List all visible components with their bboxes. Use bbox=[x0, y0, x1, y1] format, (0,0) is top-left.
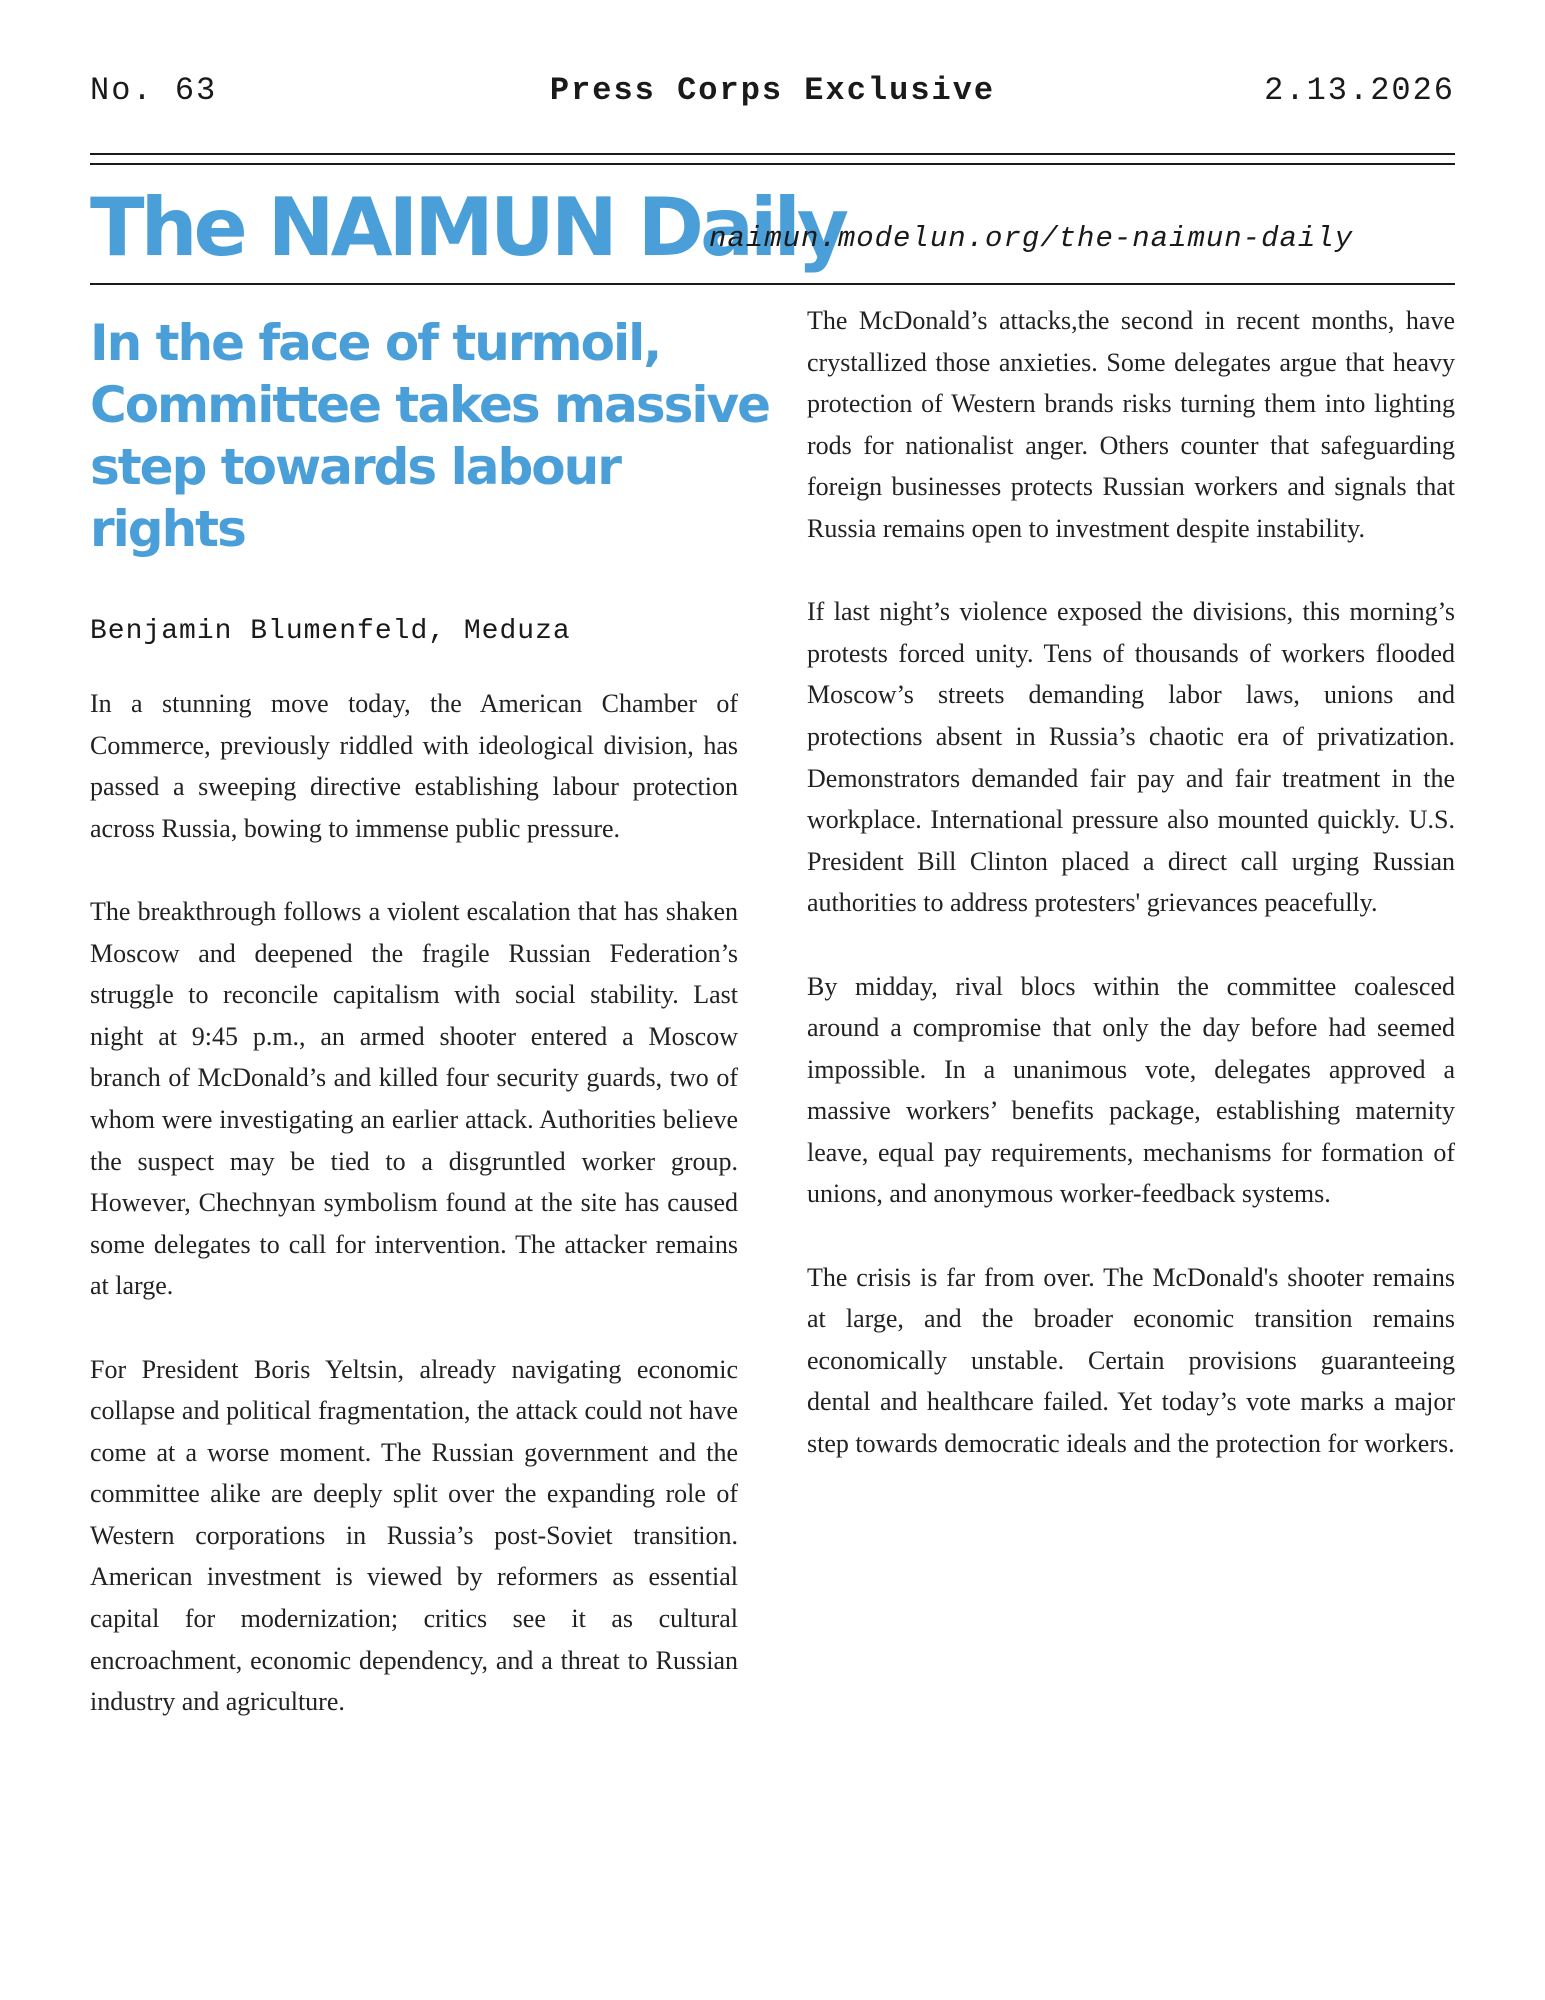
masthead-url[interactable]: naimun.modelun.org/the-naimun-daily bbox=[709, 222, 1354, 255]
article-byline: Benjamin Blumenfeld, Meduza bbox=[90, 616, 571, 647]
issue-date: 2.13.2026 bbox=[1264, 72, 1455, 109]
right-column bbox=[807, 300, 1455, 1506]
article-paragraph: The crisis is far from over. The McDonald's shooter remains at large, and the broader economic transition remains economically unstable. Certain provisions guaranteeing dental and healthcare failed. Yet today’s vote marks a major step towards democratic ideals and the protection for workers. bbox=[807, 1262, 1455, 1459]
article-paragraph: By midday, rival blocs within the committee coalesced around a compromise that only the day before had seemed impossible. In a unanimous vote, delegates approved a massive workers’ benefits package, establishing maternity leave, equal pay requirements, mechanisms for formation of unions, and anonymous worker-feedback systems. bbox=[807, 971, 1455, 1209]
top-rule-lower bbox=[90, 163, 1455, 165]
masthead-title: The NAIMUN Daily bbox=[90, 181, 846, 274]
article-paragraph: If last night’s violence exposed the divisions, this morning’s protests forced unity. Tens of thousands of workers flooded Moscow’s streets demanding labor laws, unions and protections absent in Russia’s chaotic era of privatization. Demonstrators demanded fair pay and fair treatment in the workplace. International pressure also mounted quickly. U.S. President Bill Clinton placed a direct call urging Russian authorities to address protesters' grievances peacefully. bbox=[807, 597, 1455, 918]
masthead-rule bbox=[90, 283, 1455, 285]
top-bar bbox=[90, 72, 1455, 112]
article-paragraph: In a stunning move today, the American Chamber of Commerce, previously riddled with ideological division, has passed a sweeping directive establishing labour protection across Russia, bowing to immense public pressure. bbox=[90, 689, 738, 843]
newspaper-page bbox=[90, 0, 1455, 2000]
article-paragraph: For President Boris Yeltsin, already navigating economic collapse and political fragmentation, the attack could not have come at a worse moment. The Russian government and the committee alike are deeply split over the expanding role of Western corporations in Russia’s post-Soviet transition. American investment is viewed by reformers as essential capital for modernization; critics see it as cultural encroachment, economic dependency, and a threat to Russian industry and agriculture. bbox=[90, 1354, 738, 1717]
top-rule-upper bbox=[90, 153, 1455, 155]
left-column bbox=[90, 300, 770, 1764]
article-paragraph: The McDonald’s attacks,the second in recent months, have crystallized those anxieties. Some delegates argue that heavy protection of Western brands risks turning them into lighting rods for nationalist anger. Others counter that safeguarding foreign businesses protects Russian workers and signals that Russia remains open to investment despite instability. bbox=[807, 306, 1455, 543]
article-paragraph: The breakthrough follows a violent escalation that has shaken Moscow and deepened the fragile Russian Federation’s struggle to reconcile capitalism with social stability. Last night at 9:45 p.m., an armed shooter entered a Moscow branch of McDonald’s and killed four security guards, two of whom were investigating an earlier attack. Authorities believe the suspect may be tied to a disgruntled worker group. However, Chechnyan symbolism found at the site has caused some delegates to call for intervention. The attacker remains at large. bbox=[90, 896, 738, 1301]
issue-number: No. 63 bbox=[90, 72, 218, 109]
article-headline: In the face of turmoil, Committee takes massive step towards labour rights bbox=[90, 314, 770, 558]
section-title: Press Corps Exclusive bbox=[549, 72, 996, 109]
